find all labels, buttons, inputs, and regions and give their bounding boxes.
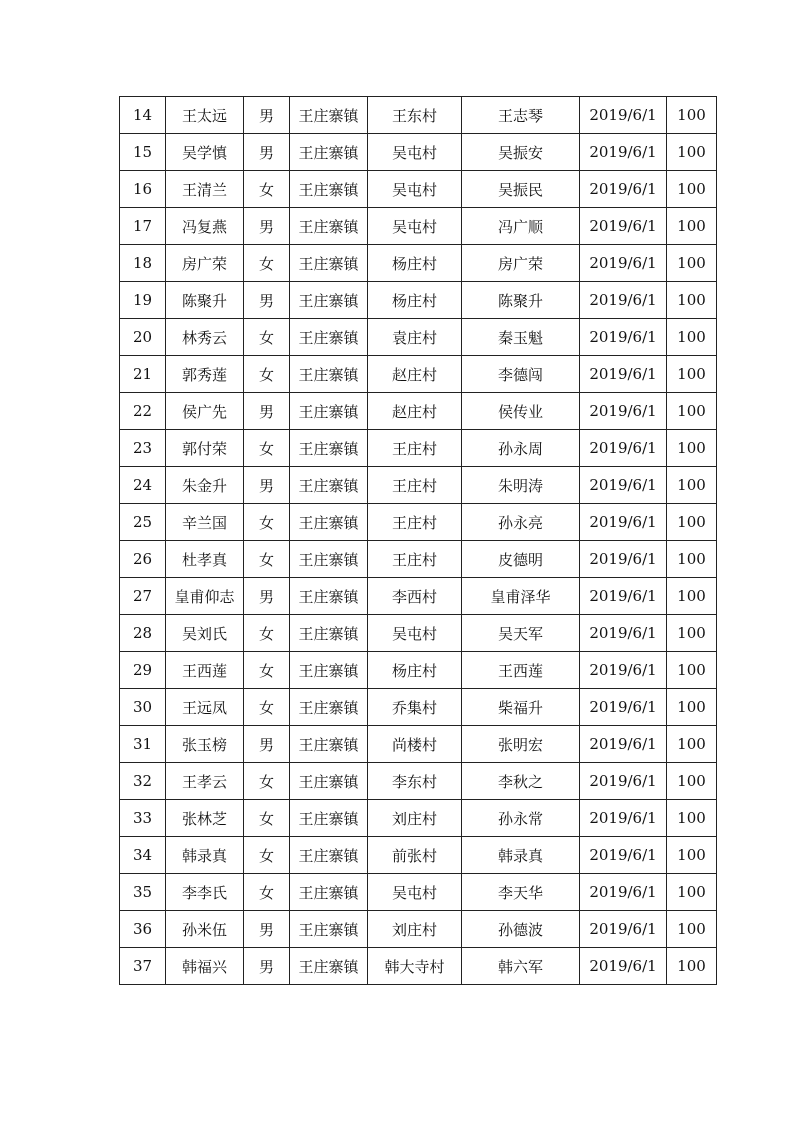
village-cell: 吴屯村 <box>368 134 462 171</box>
payee-cell: 陈聚升 <box>462 282 580 319</box>
table-row <box>120 874 717 911</box>
sex-cell: 女 <box>244 430 290 467</box>
village-cell: 前张村 <box>368 837 462 874</box>
payee-cell: 王西莲 <box>462 652 580 689</box>
amount-cell: 100 <box>667 689 717 726</box>
payee-cell: 孙德波 <box>462 911 580 948</box>
name-cell: 张玉榜 <box>166 726 244 763</box>
village-cell: 赵庄村 <box>368 356 462 393</box>
village-cell: 吴屯村 <box>368 615 462 652</box>
amount-cell: 100 <box>667 726 717 763</box>
village-cell: 袁庄村 <box>368 319 462 356</box>
village-cell: 杨庄村 <box>368 282 462 319</box>
table-row <box>120 393 717 430</box>
town-cell: 王庄寨镇 <box>290 393 368 430</box>
date-cell: 2019/6/1 <box>580 467 667 504</box>
table-row <box>120 356 717 393</box>
name-cell: 朱金升 <box>166 467 244 504</box>
name-cell: 皇甫仰志 <box>166 578 244 615</box>
sex-cell: 女 <box>244 356 290 393</box>
table-row <box>120 652 717 689</box>
row-number-cell: 29 <box>120 652 166 689</box>
name-cell: 张林芝 <box>166 800 244 837</box>
village-cell: 王东村 <box>368 97 462 134</box>
row-number-cell: 30 <box>120 689 166 726</box>
row-number-cell: 31 <box>120 726 166 763</box>
table-row <box>120 134 717 171</box>
table-row <box>120 430 717 467</box>
date-cell: 2019/6/1 <box>580 393 667 430</box>
table-row <box>120 319 717 356</box>
row-number-cell: 14 <box>120 97 166 134</box>
sex-cell: 男 <box>244 948 290 985</box>
table-row <box>120 171 717 208</box>
payee-cell: 皮德明 <box>462 541 580 578</box>
row-number-cell: 20 <box>120 319 166 356</box>
village-cell: 吴屯村 <box>368 171 462 208</box>
table-row <box>120 763 717 800</box>
village-cell: 李西村 <box>368 578 462 615</box>
town-cell: 王庄寨镇 <box>290 763 368 800</box>
date-cell: 2019/6/1 <box>580 689 667 726</box>
date-cell: 2019/6/1 <box>580 837 667 874</box>
row-number-cell: 22 <box>120 393 166 430</box>
payee-cell: 朱明涛 <box>462 467 580 504</box>
sex-cell: 男 <box>244 282 290 319</box>
sex-cell: 女 <box>244 171 290 208</box>
amount-cell: 100 <box>667 356 717 393</box>
name-cell: 李李氏 <box>166 874 244 911</box>
town-cell: 王庄寨镇 <box>290 467 368 504</box>
row-number-cell: 19 <box>120 282 166 319</box>
date-cell: 2019/6/1 <box>580 208 667 245</box>
sex-cell: 女 <box>244 615 290 652</box>
village-cell: 杨庄村 <box>368 245 462 282</box>
town-cell: 王庄寨镇 <box>290 726 368 763</box>
row-number-cell: 28 <box>120 615 166 652</box>
table-row <box>120 615 717 652</box>
village-cell: 韩大寺村 <box>368 948 462 985</box>
amount-cell: 100 <box>667 911 717 948</box>
table-row <box>120 541 717 578</box>
town-cell: 王庄寨镇 <box>290 356 368 393</box>
payee-cell: 冯广顺 <box>462 208 580 245</box>
name-cell: 王孝云 <box>166 763 244 800</box>
name-cell: 冯复燕 <box>166 208 244 245</box>
name-cell: 郭秀莲 <box>166 356 244 393</box>
town-cell: 王庄寨镇 <box>290 837 368 874</box>
payee-cell: 韩六军 <box>462 948 580 985</box>
amount-cell: 100 <box>667 652 717 689</box>
village-cell: 乔集村 <box>368 689 462 726</box>
date-cell: 2019/6/1 <box>580 763 667 800</box>
payee-cell: 李秋之 <box>462 763 580 800</box>
roster-table <box>119 96 717 985</box>
amount-cell: 100 <box>667 319 717 356</box>
sex-cell: 女 <box>244 541 290 578</box>
date-cell: 2019/6/1 <box>580 504 667 541</box>
table-row <box>120 97 717 134</box>
town-cell: 王庄寨镇 <box>290 208 368 245</box>
town-cell: 王庄寨镇 <box>290 652 368 689</box>
payee-cell: 韩录真 <box>462 837 580 874</box>
town-cell: 王庄寨镇 <box>290 615 368 652</box>
date-cell: 2019/6/1 <box>580 356 667 393</box>
date-cell: 2019/6/1 <box>580 430 667 467</box>
date-cell: 2019/6/1 <box>580 726 667 763</box>
sex-cell: 男 <box>244 97 290 134</box>
village-cell: 李东村 <box>368 763 462 800</box>
sex-cell: 男 <box>244 393 290 430</box>
amount-cell: 100 <box>667 578 717 615</box>
row-number-cell: 16 <box>120 171 166 208</box>
date-cell: 2019/6/1 <box>580 800 667 837</box>
sex-cell: 女 <box>244 245 290 282</box>
row-number-cell: 24 <box>120 467 166 504</box>
payee-cell: 侯传业 <box>462 393 580 430</box>
sex-cell: 男 <box>244 467 290 504</box>
village-cell: 吴屯村 <box>368 208 462 245</box>
roster-table-body <box>120 97 717 985</box>
table-row <box>120 467 717 504</box>
table-row <box>120 245 717 282</box>
village-cell: 赵庄村 <box>368 393 462 430</box>
name-cell: 王太远 <box>166 97 244 134</box>
village-cell: 尚楼村 <box>368 726 462 763</box>
village-cell: 杨庄村 <box>368 652 462 689</box>
row-number-cell: 25 <box>120 504 166 541</box>
row-number-cell: 32 <box>120 763 166 800</box>
date-cell: 2019/6/1 <box>580 171 667 208</box>
table-row <box>120 837 717 874</box>
name-cell: 王清兰 <box>166 171 244 208</box>
town-cell: 王庄寨镇 <box>290 874 368 911</box>
payee-cell: 吴振民 <box>462 171 580 208</box>
town-cell: 王庄寨镇 <box>290 430 368 467</box>
amount-cell: 100 <box>667 800 717 837</box>
name-cell: 孙米伍 <box>166 911 244 948</box>
name-cell: 郭付荣 <box>166 430 244 467</box>
village-cell: 王庄村 <box>368 504 462 541</box>
name-cell: 韩录真 <box>166 837 244 874</box>
amount-cell: 100 <box>667 541 717 578</box>
town-cell: 王庄寨镇 <box>290 245 368 282</box>
name-cell: 王西莲 <box>166 652 244 689</box>
town-cell: 王庄寨镇 <box>290 504 368 541</box>
table-row <box>120 208 717 245</box>
sex-cell: 男 <box>244 911 290 948</box>
date-cell: 2019/6/1 <box>580 282 667 319</box>
payee-cell: 孙永常 <box>462 800 580 837</box>
amount-cell: 100 <box>667 504 717 541</box>
table-row <box>120 800 717 837</box>
row-number-cell: 18 <box>120 245 166 282</box>
date-cell: 2019/6/1 <box>580 319 667 356</box>
row-number-cell: 23 <box>120 430 166 467</box>
amount-cell: 100 <box>667 134 717 171</box>
town-cell: 王庄寨镇 <box>290 134 368 171</box>
payee-cell: 皇甫泽华 <box>462 578 580 615</box>
name-cell: 房广荣 <box>166 245 244 282</box>
sex-cell: 女 <box>244 689 290 726</box>
sex-cell: 女 <box>244 874 290 911</box>
sex-cell: 女 <box>244 652 290 689</box>
payee-cell: 李天华 <box>462 874 580 911</box>
town-cell: 王庄寨镇 <box>290 578 368 615</box>
row-number-cell: 26 <box>120 541 166 578</box>
sex-cell: 女 <box>244 319 290 356</box>
table-row <box>120 689 717 726</box>
name-cell: 陈聚升 <box>166 282 244 319</box>
table-row <box>120 504 717 541</box>
sex-cell: 女 <box>244 504 290 541</box>
row-number-cell: 36 <box>120 911 166 948</box>
table-row <box>120 282 717 319</box>
name-cell: 吴刘氏 <box>166 615 244 652</box>
amount-cell: 100 <box>667 208 717 245</box>
row-number-cell: 21 <box>120 356 166 393</box>
table-row <box>120 911 717 948</box>
town-cell: 王庄寨镇 <box>290 319 368 356</box>
amount-cell: 100 <box>667 467 717 504</box>
row-number-cell: 15 <box>120 134 166 171</box>
date-cell: 2019/6/1 <box>580 874 667 911</box>
name-cell: 林秀云 <box>166 319 244 356</box>
payee-cell: 孙永周 <box>462 430 580 467</box>
table-row <box>120 948 717 985</box>
sex-cell: 女 <box>244 837 290 874</box>
payee-cell: 王志琴 <box>462 97 580 134</box>
row-number-cell: 27 <box>120 578 166 615</box>
town-cell: 王庄寨镇 <box>290 689 368 726</box>
date-cell: 2019/6/1 <box>580 541 667 578</box>
date-cell: 2019/6/1 <box>580 134 667 171</box>
amount-cell: 100 <box>667 874 717 911</box>
town-cell: 王庄寨镇 <box>290 800 368 837</box>
amount-cell: 100 <box>667 837 717 874</box>
town-cell: 王庄寨镇 <box>290 97 368 134</box>
amount-cell: 100 <box>667 948 717 985</box>
row-number-cell: 34 <box>120 837 166 874</box>
village-cell: 刘庄村 <box>368 800 462 837</box>
town-cell: 王庄寨镇 <box>290 911 368 948</box>
amount-cell: 100 <box>667 430 717 467</box>
name-cell: 王远凤 <box>166 689 244 726</box>
table-row <box>120 578 717 615</box>
sex-cell: 女 <box>244 800 290 837</box>
table-row <box>120 726 717 763</box>
sex-cell: 男 <box>244 578 290 615</box>
payee-cell: 房广荣 <box>462 245 580 282</box>
amount-cell: 100 <box>667 615 717 652</box>
name-cell: 杜孝真 <box>166 541 244 578</box>
village-cell: 刘庄村 <box>368 911 462 948</box>
date-cell: 2019/6/1 <box>580 615 667 652</box>
row-number-cell: 37 <box>120 948 166 985</box>
town-cell: 王庄寨镇 <box>290 948 368 985</box>
payee-cell: 柴福升 <box>462 689 580 726</box>
payee-cell: 秦玉魁 <box>462 319 580 356</box>
town-cell: 王庄寨镇 <box>290 541 368 578</box>
sex-cell: 男 <box>244 134 290 171</box>
date-cell: 2019/6/1 <box>580 245 667 282</box>
village-cell: 王庄村 <box>368 541 462 578</box>
sex-cell: 男 <box>244 208 290 245</box>
payee-cell: 孙永亮 <box>462 504 580 541</box>
village-cell: 王庄村 <box>368 430 462 467</box>
payee-cell: 吴振安 <box>462 134 580 171</box>
amount-cell: 100 <box>667 171 717 208</box>
sex-cell: 男 <box>244 726 290 763</box>
name-cell: 辛兰国 <box>166 504 244 541</box>
name-cell: 侯广先 <box>166 393 244 430</box>
date-cell: 2019/6/1 <box>580 911 667 948</box>
sex-cell: 女 <box>244 763 290 800</box>
payee-cell: 吴天军 <box>462 615 580 652</box>
amount-cell: 100 <box>667 393 717 430</box>
date-cell: 2019/6/1 <box>580 948 667 985</box>
row-number-cell: 17 <box>120 208 166 245</box>
payee-cell: 张明宏 <box>462 726 580 763</box>
name-cell: 吴学慎 <box>166 134 244 171</box>
amount-cell: 100 <box>667 245 717 282</box>
date-cell: 2019/6/1 <box>580 652 667 689</box>
date-cell: 2019/6/1 <box>580 578 667 615</box>
town-cell: 王庄寨镇 <box>290 171 368 208</box>
amount-cell: 100 <box>667 282 717 319</box>
village-cell: 王庄村 <box>368 467 462 504</box>
date-cell: 2019/6/1 <box>580 97 667 134</box>
town-cell: 王庄寨镇 <box>290 282 368 319</box>
name-cell: 韩福兴 <box>166 948 244 985</box>
amount-cell: 100 <box>667 97 717 134</box>
row-number-cell: 33 <box>120 800 166 837</box>
row-number-cell: 35 <box>120 874 166 911</box>
payee-cell: 李德闯 <box>462 356 580 393</box>
amount-cell: 100 <box>667 763 717 800</box>
village-cell: 吴屯村 <box>368 874 462 911</box>
